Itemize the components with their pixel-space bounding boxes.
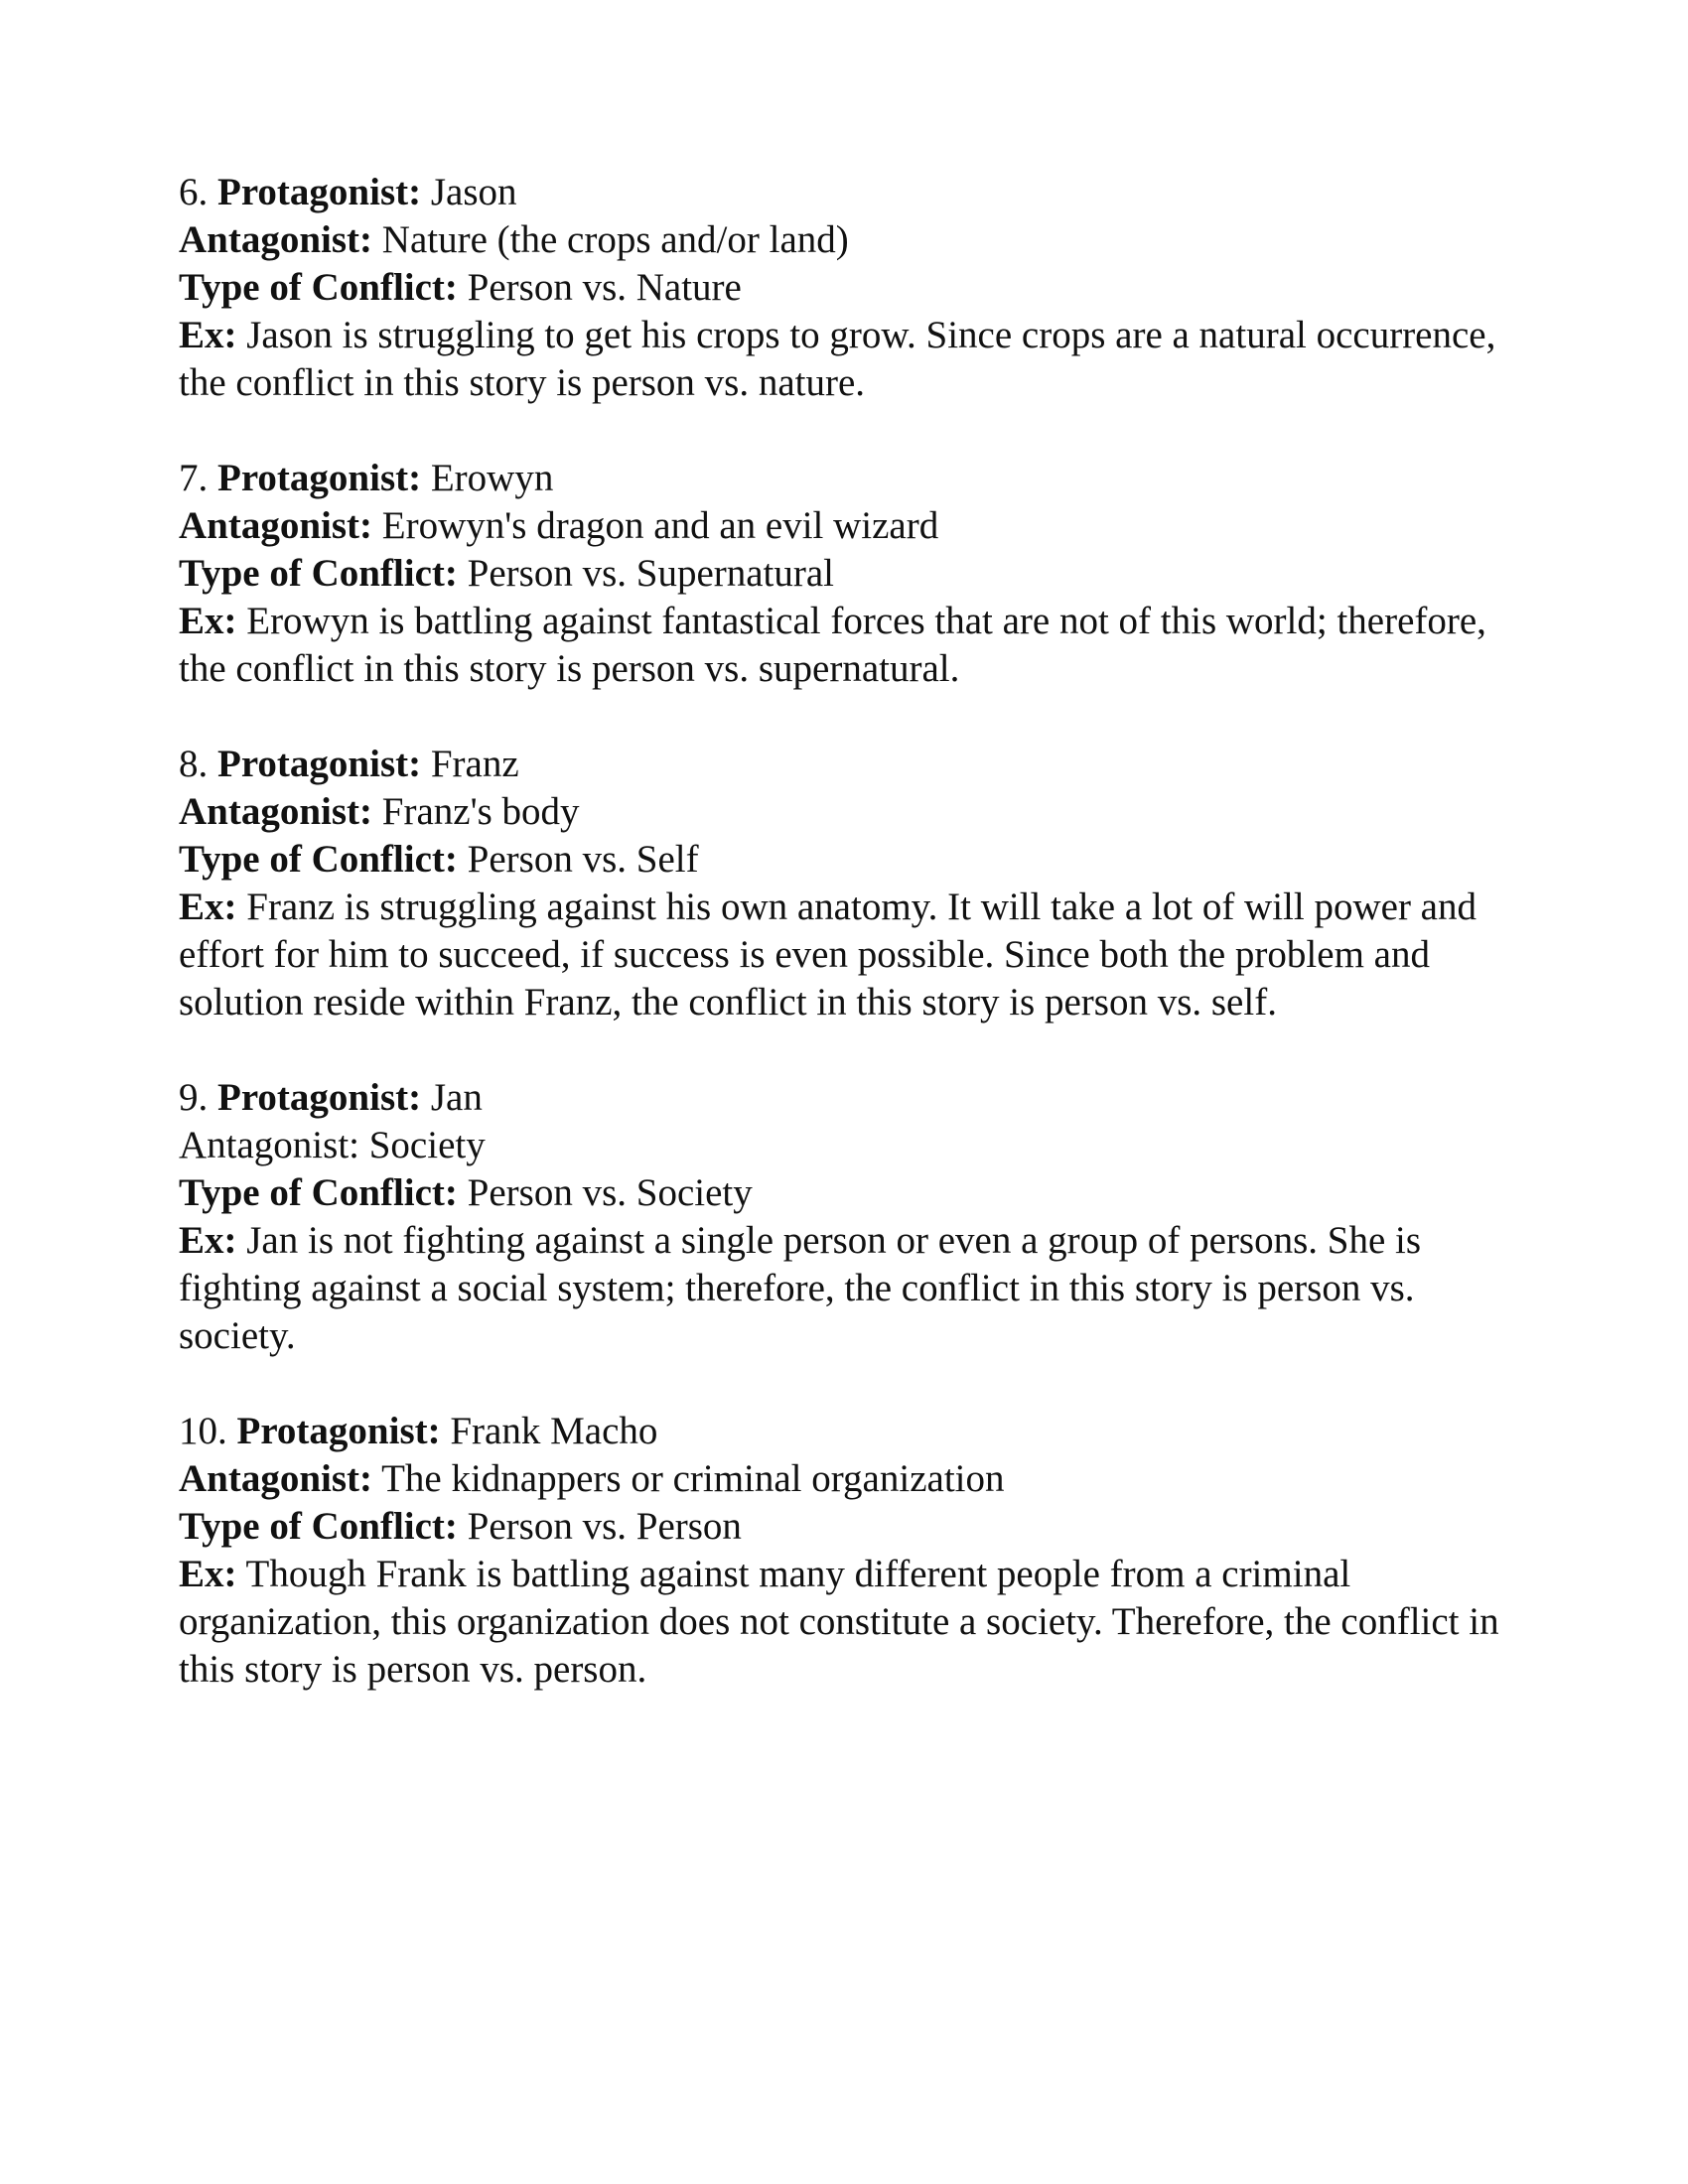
antagonist-label: Antagonist: (179, 790, 373, 833)
explanation-label: Ex: (179, 886, 237, 928)
explanation-line (179, 1217, 1529, 1360)
explanation-text: Jan is not fighting against a single person or even a group of persons. She is fighting against a social system; therefore, the conflict in this story is person vs. society. (179, 1219, 1422, 1357)
explanation-text: Though Frank is battling against many different people from a criminal organization, this organization does not constitute a society. Therefore, the conflict in this story is person vs. person. (179, 1553, 1499, 1691)
conflict-line (179, 1169, 1529, 1217)
conflict-line (179, 1503, 1529, 1551)
answer-entry-10 (179, 1408, 1529, 1694)
antagonist-value: Erowyn's dragon and an evil wizard (381, 504, 939, 547)
conflict-value: Person vs. Supernatural (467, 552, 835, 595)
explanation-line (179, 598, 1529, 693)
protagonist-value: Erowyn (430, 457, 554, 499)
item-number: 9. (179, 1076, 209, 1119)
antagonist-value: Franz's body (381, 790, 580, 833)
antagonist-value: The kidnappers or criminal organization (381, 1457, 1005, 1500)
explanation-line (179, 312, 1529, 407)
explanation-text: Franz is struggling against his own anatomy. It will take a lot of will power and effort for him to succeed, if success is even possible. Since both the problem and solution reside within Franz, the conflict in this story is person vs. self. (179, 886, 1477, 1024)
explanation-label: Ex: (179, 314, 237, 356)
conflict-value: Person vs. Society (467, 1171, 753, 1214)
antagonist-value: Nature (the crops and/or land) (381, 218, 849, 261)
explanation-label: Ex: (179, 1553, 237, 1595)
answer-entry-6 (179, 169, 1529, 407)
protagonist-label: Protagonist: (217, 1076, 422, 1119)
item-number: 10. (179, 1410, 227, 1452)
protagonist-value: Jason (430, 171, 517, 213)
protagonist-label: Protagonist: (217, 743, 422, 785)
antagonist-label: Antagonist: (179, 504, 373, 547)
item-number: 8. (179, 743, 209, 785)
explanation-text: Jason is struggling to get his crops to grow. Since crops are a natural occurrence, the conflict in this story is person vs. nature. (179, 314, 1496, 404)
conflict-line (179, 836, 1529, 884)
answer-entry-8 (179, 741, 1529, 1026)
protagonist-line (179, 169, 1529, 216)
answer-key-page (179, 169, 1529, 1741)
protagonist-value: Franz (430, 743, 519, 785)
protagonist-line (179, 741, 1529, 788)
protagonist-line (179, 1408, 1529, 1455)
answer-entry-7 (179, 455, 1529, 693)
conflict-value: Person vs. Self (467, 838, 699, 881)
conflict-value: Person vs. Nature (467, 266, 742, 309)
protagonist-value: Frank Macho (450, 1410, 658, 1452)
protagonist-label: Protagonist: (217, 457, 422, 499)
antagonist-line: Antagonist: Society (179, 1124, 486, 1166)
conflict-value: Person vs. Person (467, 1505, 742, 1548)
conflict-label: Type of Conflict: (179, 552, 458, 595)
antagonist-label: Antagonist: (179, 1457, 373, 1500)
explanation-label: Ex: (179, 600, 237, 642)
antagonist-label: Antagonist: (179, 218, 373, 261)
conflict-line (179, 550, 1529, 598)
antagonist-line (179, 216, 1529, 264)
conflict-label: Type of Conflict: (179, 1171, 458, 1214)
answer-entry-9 (179, 1074, 1529, 1360)
explanation-label: Ex: (179, 1219, 237, 1262)
conflict-line (179, 264, 1529, 312)
explanation-text: Erowyn is battling against fantastical forces that are not of this world; therefore, the conflict in this story is person vs. supernatural. (179, 600, 1486, 690)
conflict-label: Type of Conflict: (179, 1505, 458, 1548)
protagonist-line (179, 455, 1529, 502)
explanation-line (179, 1551, 1529, 1694)
antagonist-line (179, 788, 1529, 836)
conflict-label: Type of Conflict: (179, 266, 458, 309)
protagonist-label: Protagonist: (236, 1410, 441, 1452)
item-number: 7. (179, 457, 209, 499)
conflict-label: Type of Conflict: (179, 838, 458, 881)
protagonist-value: Jan (430, 1076, 483, 1119)
explanation-line (179, 884, 1529, 1026)
antagonist-line (179, 502, 1529, 550)
antagonist-line (179, 1455, 1529, 1503)
protagonist-line (179, 1074, 1529, 1122)
protagonist-label: Protagonist: (217, 171, 422, 213)
item-number: 6. (179, 171, 209, 213)
